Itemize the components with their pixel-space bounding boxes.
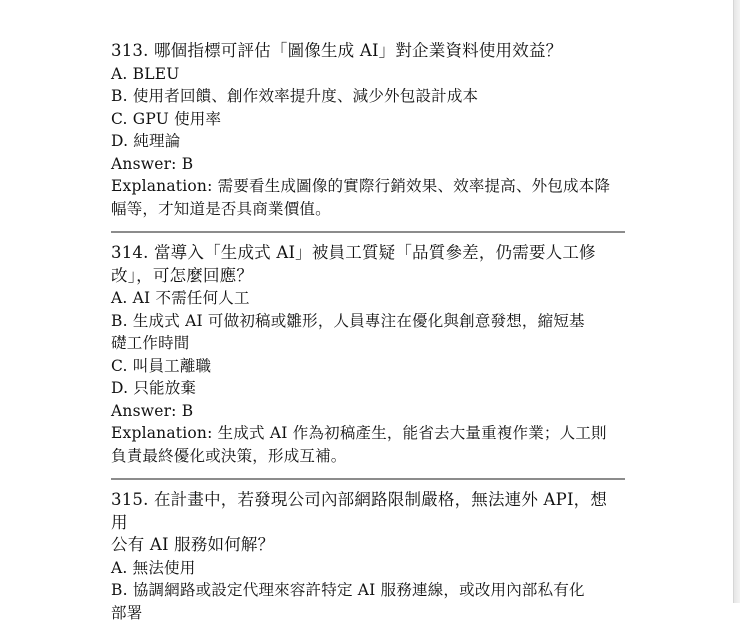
question-title-line-1: 314. 當導入「生成式 AI」被員工質疑「品質參差，仍需要人工修 [111,242,623,265]
option-c: C. 叫員工離職 [111,355,623,378]
page-edge-shadow [733,0,740,603]
option-b-line-1: B. 生成式 AI 可做初稿或雛形，人員專注在優化與創意發想，縮短基 [111,310,623,333]
question-title-line-2: 公有 AI 服務如何解？ [111,534,623,557]
answer-line: Answer: B [111,153,623,176]
option-a: A. 無法使用 [111,557,623,580]
option-d: D. 純理論 [111,130,623,153]
explanation-line-1: Explanation: 生成式 AI 作為初稿產生，能省去大量重複作業；人工則 [111,422,623,445]
option-c: C. GPU 使用率 [111,108,623,131]
question-title: 313. 哪個指標可評估「圖像生成 AI」對企業資料使用效益？ [111,40,623,63]
option-a: A. BLEU [111,63,623,86]
question-divider [111,478,625,480]
question-title-line-1: 315. 在計畫中，若發現公司內部網路限制嚴格，無法連外 API，想用 [111,489,623,534]
question-315 [111,489,623,624]
explanation-line-2: 幅等，才知道是否具商業價值。 [111,198,623,221]
question-313 [111,40,623,220]
document-content [111,36,623,624]
option-b-line-2: 部署 [111,602,623,624]
question-divider [111,231,625,233]
option-a: A. AI 不需任何人工 [111,287,623,310]
explanation-line-2: 負責最終優化或決策，形成互補。 [111,445,623,468]
answer-line: Answer: B [111,400,623,423]
explanation-line-1: Explanation: 需要看生成圖像的實際行銷效果、效率提高、外包成本降 [111,175,623,198]
question-314 [111,242,623,467]
question-title-line-2: 改」，可怎麼回應？ [111,265,623,288]
option-d: D. 只能放棄 [111,377,623,400]
option-b-line-1: B. 協調網路或設定代理來容許特定 AI 服務連線，或改用內部私有化 [111,579,623,602]
option-b: B. 使用者回饋、創作效率提升度、減少外包設計成本 [111,85,623,108]
option-b-line-2: 礎工作時間 [111,332,623,355]
